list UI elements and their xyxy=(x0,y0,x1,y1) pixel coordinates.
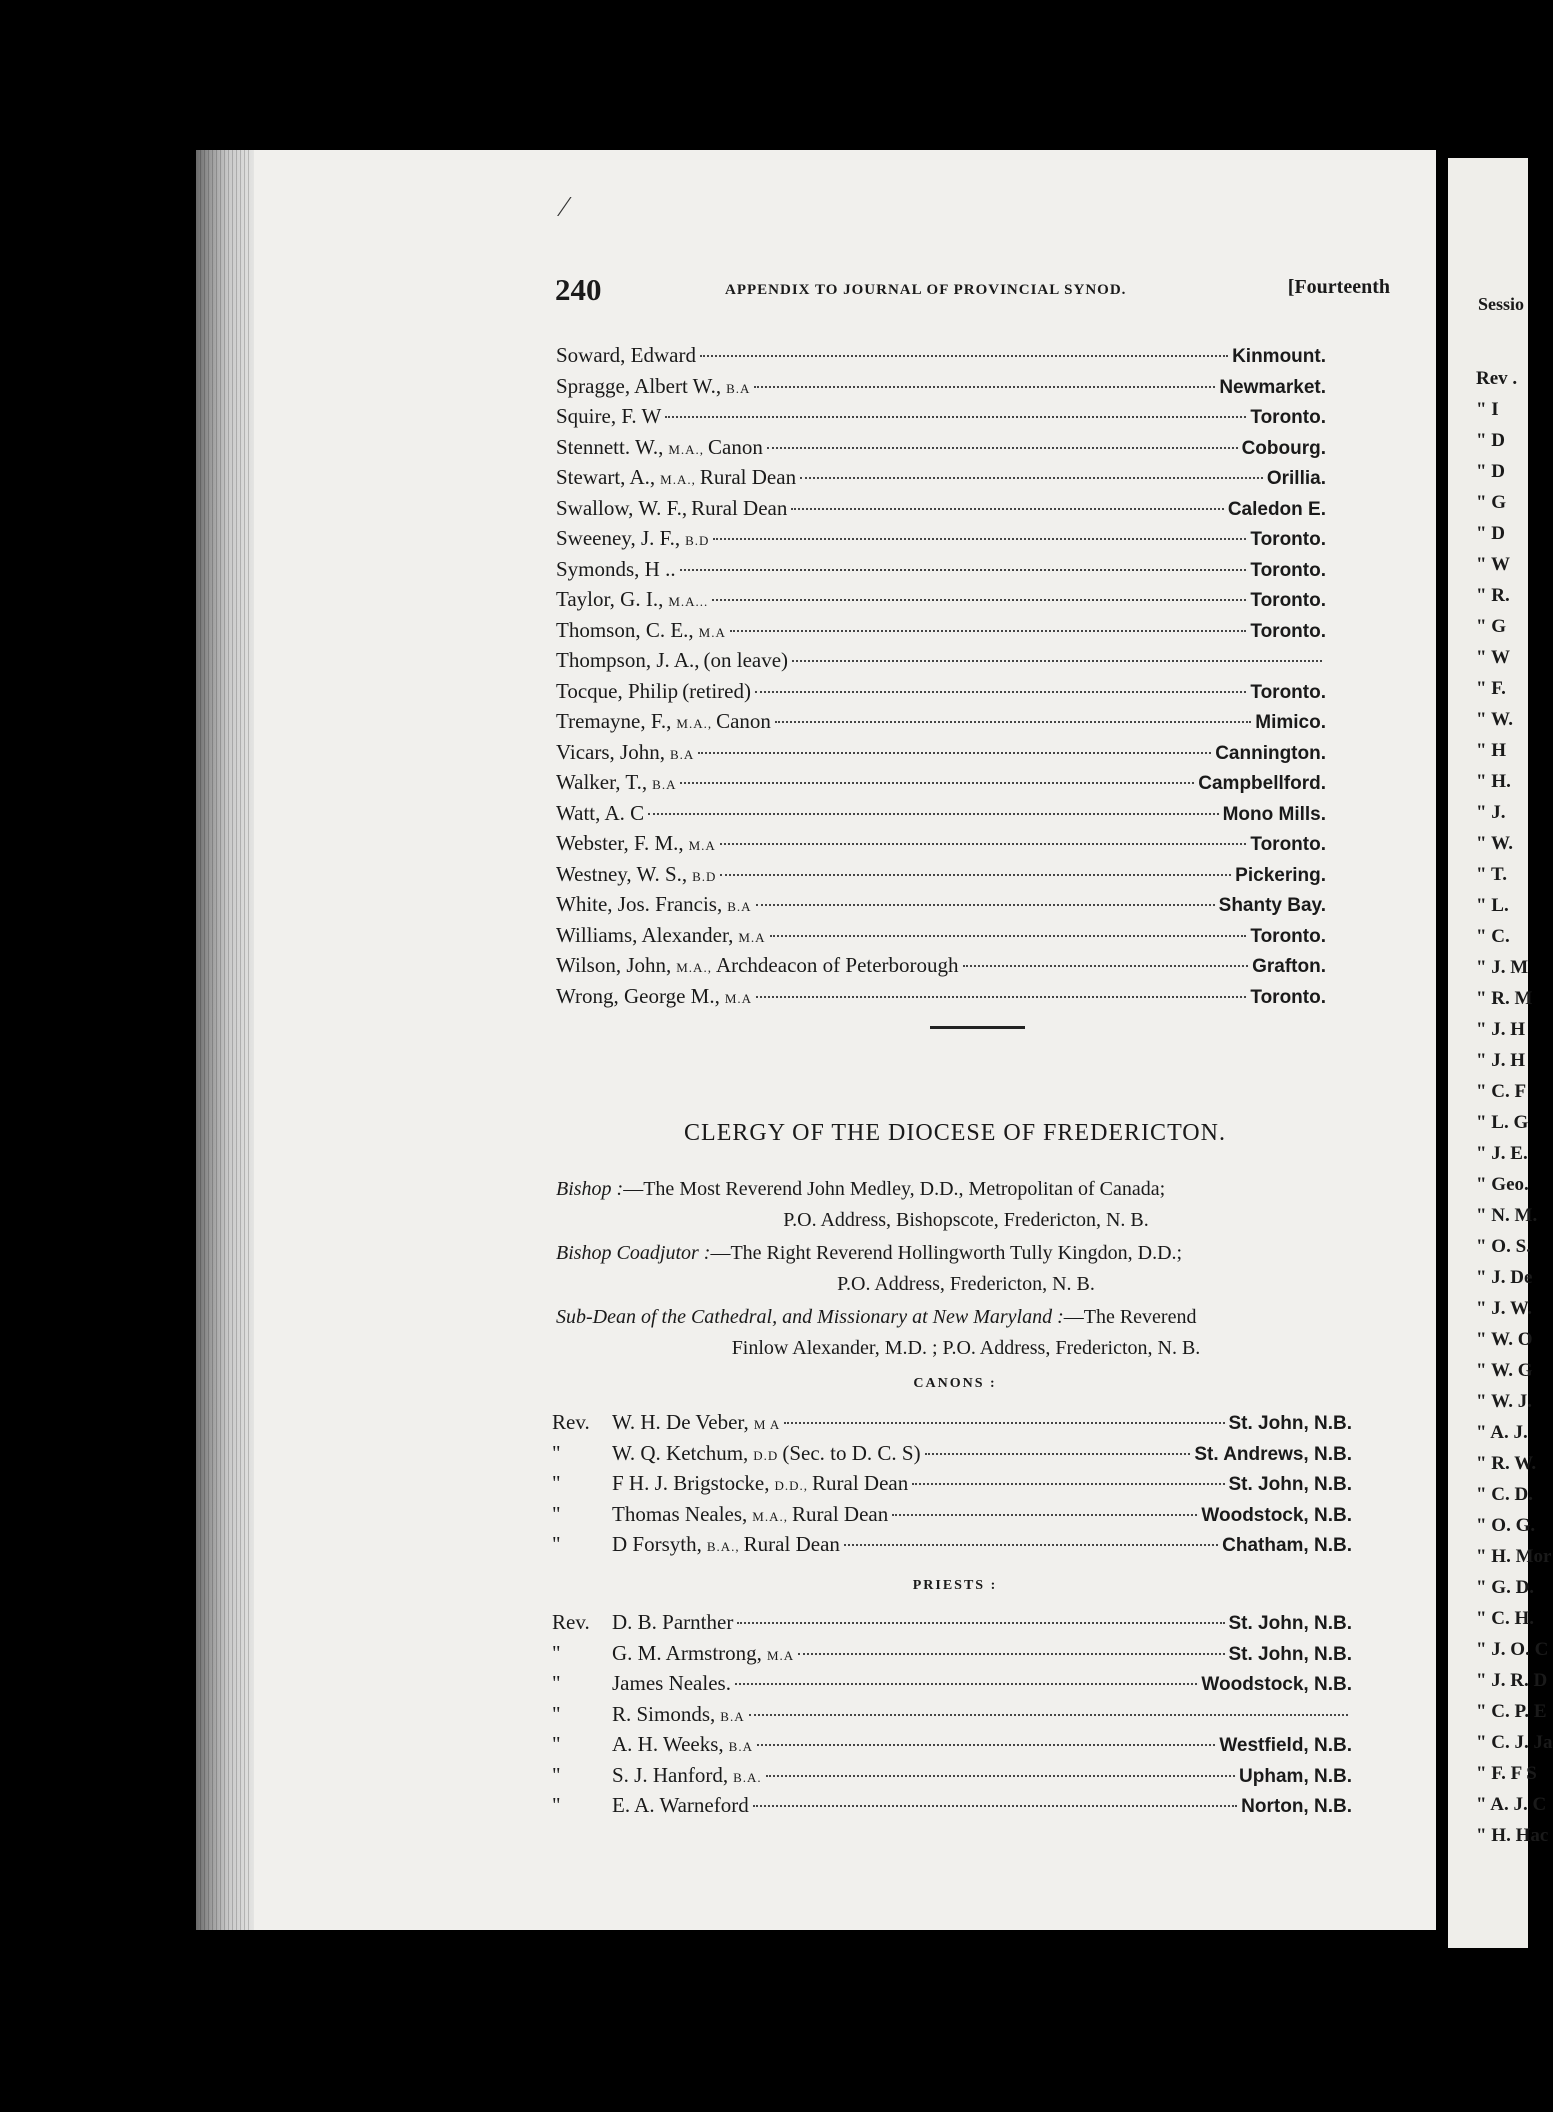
clergy-name: White, Jos. Francis, xyxy=(556,892,723,916)
clergy-degree: B.A xyxy=(652,777,677,792)
facing-page-line: " W. xyxy=(1476,833,1513,854)
clergy-entry xyxy=(556,709,1326,739)
clergy-name: S. J. Hanford, xyxy=(612,1762,729,1787)
clergy-entry xyxy=(556,618,1326,648)
dot-leader xyxy=(680,782,1194,784)
running-header xyxy=(555,272,1390,312)
clergy-entry xyxy=(552,1763,1352,1793)
clergy-place: St. John, N.B. xyxy=(1228,1643,1352,1665)
clergy-place: Toronto. xyxy=(1250,529,1326,550)
clergy-name: Stennett. W., xyxy=(556,434,664,459)
clergy-entry xyxy=(552,1471,1352,1501)
dot-leader xyxy=(963,965,1249,967)
facing-page-line: " J. E. xyxy=(1476,1143,1528,1164)
facing-page-line: " W. O xyxy=(1476,1329,1533,1350)
clergy-entry xyxy=(556,526,1326,556)
clergy-name: F H. J. Brigstocke, xyxy=(612,1471,770,1495)
facing-page-line: " J. M xyxy=(1476,957,1529,978)
facing-page-line: " D xyxy=(1476,430,1506,451)
facing-page-line: " R. xyxy=(1476,585,1510,606)
facing-page-fragment xyxy=(1448,158,1553,1948)
entry-prefix: " xyxy=(552,1732,561,1756)
clergy-degree: M.A xyxy=(688,838,716,853)
clergy-entry xyxy=(556,923,1326,953)
facing-page-line: " A. J. C xyxy=(1476,1794,1547,1815)
bishop-role: Bishop : xyxy=(556,1178,624,1200)
clergy-place: Toronto. xyxy=(1250,590,1326,611)
clergy-place: Orillia. xyxy=(1266,468,1326,489)
facing-page-line: " H. Mor xyxy=(1476,1546,1552,1567)
clergy-entry xyxy=(556,740,1326,770)
clergy-name: Wilson, John, xyxy=(556,953,672,977)
dot-leader xyxy=(892,1514,1197,1516)
clergy-place: Woodstock, N.B. xyxy=(1201,1504,1352,1526)
page-number: 240 xyxy=(555,272,602,307)
clergy-name: W. Q. Ketchum, xyxy=(612,1440,749,1465)
clergy-name: Spragge, Albert W., xyxy=(556,373,722,398)
facing-page-line: " H xyxy=(1476,740,1507,761)
clergy-name: D. B. Parnther xyxy=(612,1610,734,1634)
clergy-name: W. H. De Veber, xyxy=(612,1410,749,1434)
clergy-title: Rural Dean xyxy=(792,1501,889,1526)
facing-page-line: " O. S. xyxy=(1476,1236,1531,1257)
dot-leader xyxy=(749,1714,1348,1716)
clergy-place: Mimico. xyxy=(1255,712,1326,733)
clergy-entry xyxy=(556,435,1326,465)
clergy-name: G. M. Armstrong, xyxy=(612,1640,762,1665)
clergy-name: Tremayne, F., xyxy=(556,709,672,733)
bishop-entry xyxy=(556,1174,1376,1236)
clergy-name: Westney, W. S., xyxy=(556,861,688,886)
clergy-place: Chatham, N.B. xyxy=(1222,1535,1352,1556)
facing-page-line: " T. xyxy=(1476,864,1507,885)
facing-page-line: " F. F S xyxy=(1476,1763,1537,1784)
clergy-name: D Forsyth, xyxy=(612,1532,702,1556)
facing-page-line: " J. R. D xyxy=(1476,1670,1548,1691)
clergy-title: Archdeacon of Peterborough xyxy=(715,953,959,977)
dot-leader xyxy=(844,1544,1218,1546)
facing-page-header: Sessio xyxy=(1478,294,1525,314)
facing-page-line: " W. xyxy=(1476,709,1513,730)
clergy-entry xyxy=(552,1532,1352,1562)
facing-page-line: " C. H. xyxy=(1476,1608,1535,1629)
dot-leader xyxy=(720,874,1231,876)
clergy-name: Symonds, H .. xyxy=(556,556,676,581)
clergy-degree: B.A xyxy=(720,1708,745,1724)
dot-leader xyxy=(735,1683,1197,1685)
dot-leader xyxy=(754,386,1215,388)
clergy-place: Campbellford. xyxy=(1198,773,1326,794)
facing-page-line: " W. J. xyxy=(1476,1391,1532,1412)
clergy-place: Toronto. xyxy=(1250,681,1326,703)
dot-leader xyxy=(648,813,1218,815)
clergy-entry xyxy=(556,831,1326,861)
dot-leader xyxy=(925,1453,1191,1455)
facing-page-line: " L. G xyxy=(1476,1112,1529,1133)
entry-prefix: " xyxy=(552,1793,561,1817)
clergy-entry xyxy=(556,465,1326,495)
pencil-mark: ⁄ xyxy=(562,192,567,223)
coadjutor-entry xyxy=(556,1238,1376,1300)
dot-leader xyxy=(792,660,1322,662)
clergy-degree: B.D xyxy=(692,868,717,884)
clergy-entry xyxy=(556,587,1326,617)
clergy-place: Kinmount. xyxy=(1232,346,1326,367)
subdean-entry xyxy=(556,1302,1376,1364)
clergy-name: Swallow, W. F., xyxy=(556,495,688,520)
clergy-name: Watt, A. C xyxy=(556,800,645,825)
bishop-text: —The Most Reverend John Medley, D.D., Metropolitan of Canada; xyxy=(623,1178,1166,1200)
clergy-name: R. Simonds, xyxy=(612,1701,716,1726)
clergy-entry xyxy=(556,953,1326,983)
entry-prefix: Rev. xyxy=(552,1410,590,1434)
facing-page-line: " C. F xyxy=(1476,1081,1527,1102)
clergy-place: St. Andrews, N.B. xyxy=(1194,1443,1352,1465)
clergy-name: Sweeney, J. F., xyxy=(556,526,681,550)
clergy-name: James Neales. xyxy=(612,1671,731,1695)
clergy-degree: M.A., xyxy=(668,441,705,457)
dot-leader xyxy=(775,721,1251,723)
entry-prefix: " xyxy=(552,1501,561,1526)
clergy-place: Toronto. xyxy=(1250,834,1326,855)
entry-prefix: " xyxy=(552,1440,561,1465)
clergy-title: Rural Dean xyxy=(699,465,797,489)
clergy-degree: M.A xyxy=(698,624,726,640)
facing-page-lines xyxy=(1476,368,1553,1856)
clergy-entry xyxy=(552,1641,1352,1671)
facing-page-line: " G. D. xyxy=(1476,1577,1535,1598)
clergy-place: St. John, N.B. xyxy=(1228,1613,1352,1634)
facing-page-line: " R. W. xyxy=(1476,1453,1537,1474)
clergy-entry xyxy=(552,1702,1352,1732)
facing-page-line: " D xyxy=(1476,523,1506,544)
dot-leader xyxy=(756,904,1215,906)
dot-leader xyxy=(767,447,1238,449)
clergy-place: Cannington. xyxy=(1215,742,1326,764)
facing-page-line: " C. D. xyxy=(1476,1484,1533,1505)
clergy-name: E. A. Warneford xyxy=(612,1793,749,1817)
dot-leader xyxy=(791,508,1223,510)
facing-page-line: " C. P. E xyxy=(1476,1701,1547,1722)
clergy-title: Rural Dean xyxy=(691,495,788,520)
clergy-title: (retired) xyxy=(682,678,751,703)
facing-page-line: " I xyxy=(1476,399,1499,420)
clergy-place: Caledon E. xyxy=(1227,498,1326,520)
clergy-name: Thompson, J. A., xyxy=(556,648,700,672)
clergy-place: Grafton. xyxy=(1252,956,1326,977)
dot-leader xyxy=(800,477,1263,479)
facing-page-line: " W xyxy=(1476,647,1510,668)
clergy-entry xyxy=(552,1502,1352,1532)
clergy-degree: B.A. xyxy=(733,1769,762,1785)
clergy-title: Canon xyxy=(708,434,763,459)
clergy-name: Stewart, A., xyxy=(556,465,656,489)
clergy-place: Toronto. xyxy=(1250,407,1326,428)
facing-page-line: " D xyxy=(1476,461,1506,482)
entry-prefix: " xyxy=(552,1532,561,1556)
clergy-degree: B.A xyxy=(726,380,751,396)
dot-leader xyxy=(713,538,1246,540)
running-title: APPENDIX TO JOURNAL OF PROVINCIAL SYNOD. xyxy=(725,282,1127,298)
entry-prefix: " xyxy=(552,1471,561,1495)
entry-prefix: " xyxy=(552,1671,561,1695)
clergy-degree: M.A xyxy=(766,1647,795,1663)
dot-leader xyxy=(756,996,1246,998)
dot-leader xyxy=(798,1653,1224,1655)
section-title: CLERGY OF THE DIOCESE OF FREDERICTON. xyxy=(684,1120,1226,1146)
clergy-title: Rural Dean xyxy=(812,1471,909,1495)
facing-page-line: " L. xyxy=(1476,895,1509,916)
dot-leader xyxy=(730,630,1247,632)
clergy-place: Upham, N.B. xyxy=(1239,1765,1352,1787)
clergy-title: (on leave) xyxy=(703,648,789,672)
clergy-place: Toronto. xyxy=(1250,559,1326,581)
dot-leader xyxy=(755,691,1246,693)
clergy-name: Squire, F. W xyxy=(556,404,662,428)
subdean-address: Finlow Alexander, M.D. ; P.O. Address, Fredericton, N. B. xyxy=(731,1337,1201,1359)
clergy-place: Pickering. xyxy=(1235,864,1326,886)
facing-page-line: " Geo. xyxy=(1476,1174,1529,1195)
clergy-name: Vicars, John, xyxy=(556,739,665,764)
clergy-entry xyxy=(556,679,1326,709)
clergy-name: Thomson, C. E., xyxy=(556,617,694,642)
facing-page-line: " H. xyxy=(1476,771,1511,792)
facing-page-line: " O. G. xyxy=(1476,1515,1536,1536)
clergy-degree: M.A xyxy=(724,990,753,1006)
facing-page-line: " J. De xyxy=(1476,1267,1533,1288)
facing-page-line: " J. H xyxy=(1476,1050,1526,1071)
clergy-entry xyxy=(556,496,1326,526)
clergy-entry xyxy=(552,1610,1352,1640)
clergy-title: Rural Dean xyxy=(743,1532,840,1556)
entry-prefix: " xyxy=(552,1640,561,1665)
page-edges xyxy=(200,150,250,1930)
entry-prefix: " xyxy=(552,1701,561,1726)
clergy-place: Mono Mills. xyxy=(1222,803,1326,825)
clergy-entry xyxy=(556,404,1326,434)
clergy-degree: M.A., xyxy=(676,716,713,731)
facing-page-line: " R. M xyxy=(1476,988,1533,1009)
clergy-entry xyxy=(556,862,1326,892)
facing-page-line: " J. H xyxy=(1476,1019,1526,1040)
clergy-name: Thomas Neales, xyxy=(612,1501,748,1526)
coadjutor-role: Bishop Coadjutor : xyxy=(556,1242,711,1264)
dot-leader xyxy=(784,1422,1224,1424)
clergy-name: Taylor, G. I., xyxy=(556,587,664,611)
clergy-place: Norton, N.B. xyxy=(1241,1796,1352,1817)
clergy-name: Wrong, George M., xyxy=(556,983,720,1008)
clergy-degree: M.A., xyxy=(676,960,712,975)
clergy-place: Woodstock, N.B. xyxy=(1201,1674,1352,1695)
dot-leader xyxy=(698,752,1211,754)
dot-leader xyxy=(753,1805,1237,1807)
clergy-entry xyxy=(556,892,1326,922)
dot-leader xyxy=(680,569,1247,571)
clergy-entry xyxy=(556,374,1326,404)
subdean-text: —The Reverend xyxy=(1063,1306,1197,1328)
facing-page-line: " C. J. Ja xyxy=(1476,1732,1553,1753)
clergy-entry xyxy=(556,984,1326,1014)
clergy-entry xyxy=(556,343,1326,373)
clergy-name: Walker, T., xyxy=(556,770,648,794)
clergy-name: Williams, Alexander, xyxy=(556,922,734,947)
clergy-degree: M.A., xyxy=(752,1508,788,1524)
clergy-entry xyxy=(556,648,1326,678)
clergy-entry xyxy=(552,1671,1352,1701)
clergy-degree: B.D xyxy=(685,533,710,548)
dot-leader xyxy=(665,416,1246,418)
facing-page-line: " G xyxy=(1476,616,1507,637)
clergy-place: St. John, N.B. xyxy=(1228,1474,1352,1495)
priests-heading: PRIESTS : xyxy=(912,1578,998,1593)
clergy-entry xyxy=(556,557,1326,587)
clergy-entry xyxy=(556,801,1326,831)
facing-page-line: " H. Hac xyxy=(1476,1825,1549,1846)
subdean-role: Sub-Dean of the Cathedral, and Missionary at New Maryland : xyxy=(556,1306,1064,1328)
clergy-entry xyxy=(556,770,1326,800)
dot-leader xyxy=(712,599,1246,601)
clergy-entry xyxy=(552,1732,1352,1762)
clergy-entry xyxy=(552,1441,1352,1471)
clergy-name: A. H. Weeks, xyxy=(612,1732,724,1756)
clergy-degree: M.A., xyxy=(660,472,696,487)
facing-page-line: " G xyxy=(1476,492,1507,513)
facing-page-line: " F. xyxy=(1476,678,1506,699)
entry-prefix: Rev. xyxy=(552,1610,590,1634)
facing-page-line: " J. W. xyxy=(1476,1298,1532,1319)
dot-leader xyxy=(757,1744,1215,1746)
facing-page-line: " A. J. xyxy=(1476,1422,1528,1443)
clergy-degree: B.A xyxy=(727,899,752,914)
clergy-place: Toronto. xyxy=(1250,925,1326,947)
clergy-entry xyxy=(552,1410,1352,1440)
bishop-address: P.O. Address, Bishopscote, Fredericton, N. B. xyxy=(783,1209,1149,1231)
dot-leader xyxy=(766,1775,1235,1777)
clergy-degree: B.A xyxy=(728,1739,753,1754)
clergy-place: Shanty Bay. xyxy=(1218,895,1326,916)
clergy-degree: D.D xyxy=(753,1447,779,1463)
facing-page-line: " C. xyxy=(1476,926,1510,947)
clergy-place: Newmarket. xyxy=(1219,376,1326,398)
facing-page-line: Rev . xyxy=(1476,368,1518,389)
facing-page-line: " J. xyxy=(1476,802,1506,823)
facing-page-line: " W. G xyxy=(1476,1360,1533,1381)
clergy-entry xyxy=(552,1793,1352,1823)
clergy-degree: B.A xyxy=(669,746,695,762)
coadjutor-address: P.O. Address, Fredericton, N. B. xyxy=(837,1273,1095,1295)
facing-page-line: " J. O. C xyxy=(1476,1639,1549,1660)
clergy-place: St. John, N.B. xyxy=(1228,1413,1352,1434)
facing-page-line: " W xyxy=(1476,554,1510,575)
clergy-place: Cobourg. xyxy=(1241,437,1326,459)
clergy-name: Tocque, Philip xyxy=(556,678,679,703)
coadjutor-text: —The Right Reverend Hollingworth Tully Kingdon, D.D.; xyxy=(710,1242,1183,1264)
clergy-degree: M A xyxy=(753,1417,781,1432)
section-rule xyxy=(930,1026,1025,1029)
canons-heading: CANONS : xyxy=(913,1376,997,1391)
entry-prefix: " xyxy=(552,1762,561,1787)
clergy-degree: M.A xyxy=(738,929,766,945)
dot-leader xyxy=(912,1483,1224,1485)
clergy-degree: B.A., xyxy=(706,1539,740,1554)
clergy-place: Toronto. xyxy=(1250,620,1326,642)
clergy-name: Webster, F. M., xyxy=(556,831,684,855)
clergy-title: Canon xyxy=(716,709,771,733)
clergy-name: Soward, Edward xyxy=(556,343,696,367)
dot-leader xyxy=(737,1622,1224,1624)
clergy-place: Toronto. xyxy=(1250,986,1326,1008)
dot-leader xyxy=(700,355,1228,357)
clergy-title: (Sec. to D. C. S) xyxy=(782,1440,921,1465)
facing-page-line: " N. M. xyxy=(1476,1205,1538,1226)
dot-leader xyxy=(720,843,1247,845)
clergy-degree: M.A... xyxy=(668,594,709,609)
running-title-right: [Fourteenth xyxy=(1287,276,1390,298)
clergy-place: Westfield, N.B. xyxy=(1219,1735,1352,1756)
clergy-degree: D.D., xyxy=(774,1478,809,1493)
dot-leader xyxy=(770,935,1247,937)
